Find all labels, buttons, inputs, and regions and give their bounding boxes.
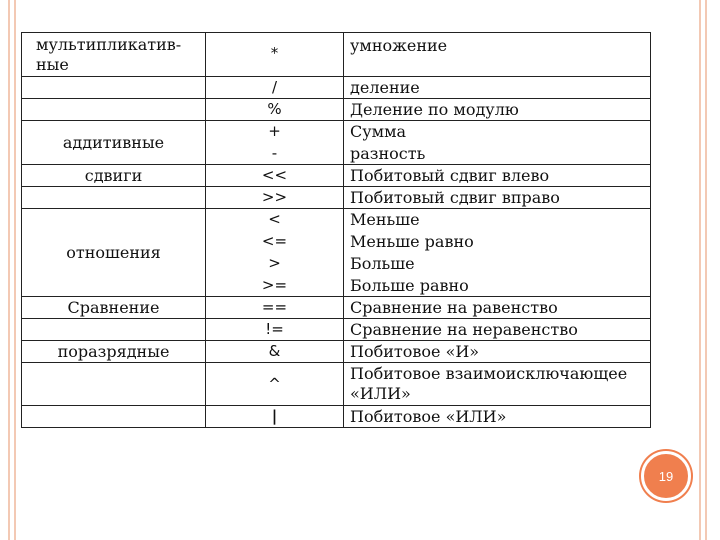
description-cell: Больше (344, 253, 651, 275)
page-number: 19 (658, 468, 674, 484)
table-row (22, 319, 651, 341)
operator-cell: >= (206, 275, 344, 297)
table-row (22, 406, 651, 428)
description-cell: Больше равно (344, 275, 651, 297)
table-row (22, 187, 651, 209)
left-decor-line-outer (8, 0, 10, 540)
description-cell: Сумма (344, 121, 651, 143)
category-cell: Сравнение (22, 297, 206, 319)
table-row (22, 99, 651, 121)
table-row (22, 121, 651, 143)
operator-cell: ^ (206, 363, 344, 406)
right-decor-line-outer (705, 0, 707, 540)
description-cell: деление (344, 77, 651, 99)
description-cell: Побитовый сдвиг влево (344, 165, 651, 187)
category-cell (22, 319, 206, 341)
category-cell: сдвиги (22, 165, 206, 187)
description-cell: Сравнение на неравенство (344, 319, 651, 341)
operator-cell: << (206, 165, 344, 187)
operator-cell: <= (206, 231, 344, 253)
description-cell: Меньше (344, 209, 651, 231)
category-cell: отношения (22, 209, 206, 297)
category-cell (22, 406, 206, 428)
description-cell: Побитовое «ИЛИ» (344, 406, 651, 428)
operator-cell: != (206, 319, 344, 341)
operator-cell: + (206, 121, 344, 143)
description-cell: Меньше равно (344, 231, 651, 253)
operator-cell: % (206, 99, 344, 121)
description-cell: умножение (344, 33, 651, 77)
page-number-badge (641, 451, 691, 501)
table-row (22, 33, 651, 77)
category-cell (22, 187, 206, 209)
operator-cell: / (206, 77, 344, 99)
operator-cell: - (206, 143, 344, 165)
description-cell: Побитовый сдвиг вправо (344, 187, 651, 209)
description-cell: Сравнение на равенство (344, 297, 651, 319)
table-row (22, 209, 651, 231)
table-row (22, 363, 651, 406)
table-row (22, 165, 651, 187)
category-cell: аддитивные (22, 121, 206, 165)
description-cell: разность (344, 143, 651, 165)
left-decor-line-inner (14, 0, 16, 540)
category-cell (22, 77, 206, 99)
description-cell: Деление по модулю (344, 99, 651, 121)
table-row (22, 77, 651, 99)
right-decor-line-inner (699, 0, 701, 540)
description-cell: Побитовое «И» (344, 341, 651, 363)
description-cell: Побитовое взаимоисключающее «ИЛИ» (344, 363, 651, 406)
operator-cell: == (206, 297, 344, 319)
table-row (22, 297, 651, 319)
operator-cell: > (206, 253, 344, 275)
category-cell: мультипликатив-ные (22, 33, 206, 77)
table-row (22, 341, 651, 363)
category-cell: поразрядные (22, 341, 206, 363)
operator-cell: & (206, 341, 344, 363)
operators-table (21, 32, 651, 428)
category-cell (22, 363, 206, 406)
operator-cell: * (206, 33, 344, 77)
operator-cell: < (206, 209, 344, 231)
operator-cell: | (206, 406, 344, 428)
category-cell (22, 99, 206, 121)
operator-cell: >> (206, 187, 344, 209)
